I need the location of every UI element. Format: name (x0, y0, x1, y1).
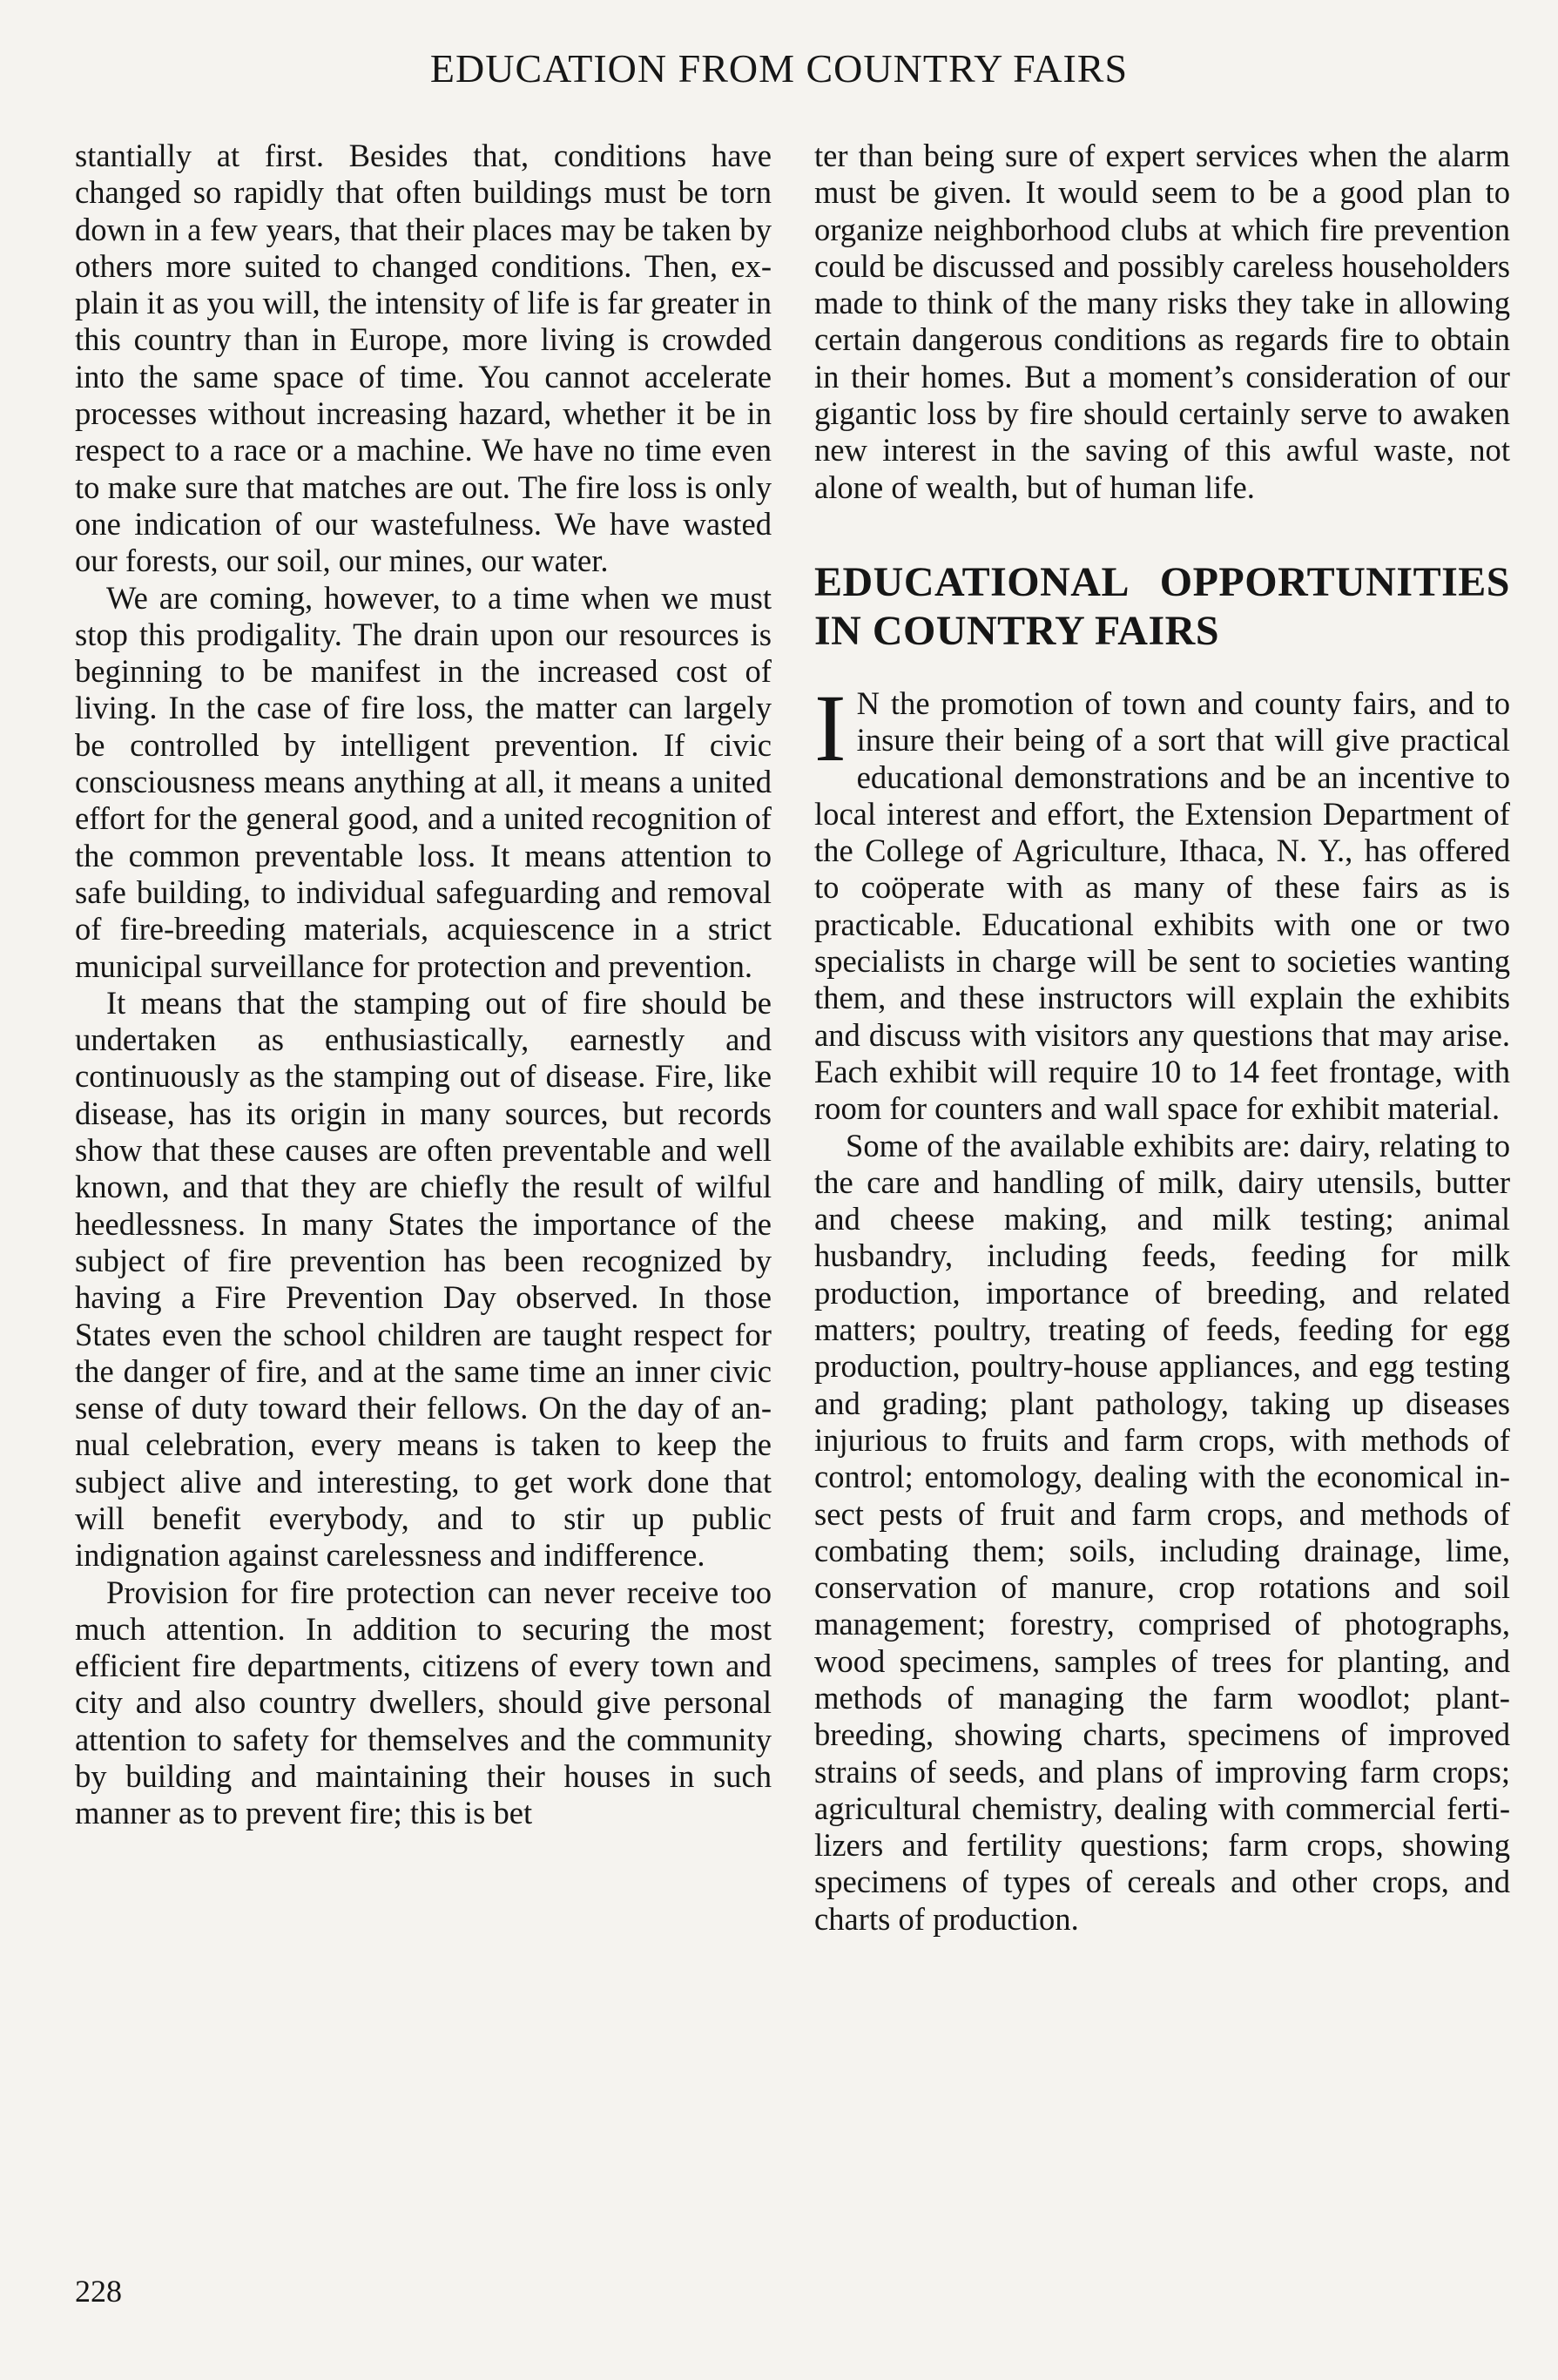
left-paragraph-1: stantially at first. Besides that, conditions have changed so rapidly that often buildings must be torn down in a few years, that their places may be taken by others more suited to changed conditions. Then, explain it as you will, the intensity of life is far greater in this country than in Europe, more living is crowded into the same space of time. You cannot accelerate processes without increasing hazard, whether it be in respect to a race or a machine. We have no time even to make sure that matches are out. The fire loss is only one indication of our wastefulness. We have wasted our forests, our soil, our mines, our water. (75, 138, 772, 579)
left-paragraph-2: We are coming, however, to a time when we must stop this prodigality. The drain upon our resources is beginning to be manifest in the increased cost of living. In the case of fire loss, the matter can largely be controlled by intelligent prevention. If civic consciousness means anything at all, it means a united effort for the general good, and a united recognition of the common preventable loss. It means attention to safe building, to individual safeguarding and removal of fire-breeding materials, acquiescence in a strict municipal surveillance for protection and prevention. (75, 579, 772, 984)
intro-paragraph-text: N the promotion of town and county fairs, and to insure their being of a sort that will give practical educational demonstrations and be an incentive to local interest and effort, the Extension Department of the College of Agriculture, Ithaca, N. Y., has offered to coöperate with as many of these fairs as is practicable. Educational exhibits with one or two specialists in charge will be sent to societies wanting them, and these instructors will explain the exhibits and discuss with visitors any questions that may arise. Each exhibit will require 10 to 14 feet frontage, with room for counters and wall space for exhibit material. (814, 684, 1510, 1127)
right-continuation-paragraph: ter than being sure of expert services when the alarm must be given. It would seem to be a good plan to organize neighborhood clubs at which fire prevention could be discussed and possibly careless householders made to think of the many risks they take in allowing certain dangerous conditions as regards fire to obtain in their homes. But a moment’s consideration of our gigantic loss by fire should certainly serve to awaken new interest in the saving of this awful waste, not alone of wealth, but of human life. (814, 138, 1510, 505)
right-column (814, 138, 1510, 1938)
left-paragraph-3: It means that the stamping out of fire should be undertaken as enthusiastically, earnestly and continuously as the stamping out of disease. Fire, like disease, has its origin in many sources, but records show that these causes are often preventable and well known, and that they are chiefly the result of wilful heedlessness. In many States the importance of the subject of fire prevention has been recognized by having a Fire Prevention Day observed. In those States even the school children are taught respect for the danger of fire, and at the same time an inner civic sense of duty toward their fellows. On the day of annual celebration, every means is taken to keep the subject alive and interesting, to get work done that will benefit everybody, and to stir up public indignation against carelessness and indifference. (75, 984, 772, 1574)
section-heading: EDUCATIONAL OPPORTUNITIES IN COUNTRY FAIRS (814, 558, 1510, 654)
right-paragraph-exhibits: Some of the available exhibits are: dairy, relating to the care and handling of milk, dairy utensils, butter and cheese making, and milk testing; animal husbandry, including feeds, feeding for milk production, importance of breeding, and related matters; poultry, treating of feeds, feeding for egg production, poultry-house appliances, and egg testing and grading; plant pathology, taking up diseases injurious to fruits and farm crops, with methods of control; entomology, dealing with the economical insect pests of fruit and farm crops, and methods of combating them; soils, including drainage, lime, conservation of manure, crop rotations and soil management; forestry, comprised of photographs, wood specimens, samples of trees for planting, and methods of managing the farm woodlot; plant-breeding, showing charts, specimens of improved strains of seeds, and plans of improving farm crops; agricultural chemistry, dealing with commercial fertilizers and fertility questions; farm crops, showing specimens of types of cereals and other crops, and charts of production. (814, 1127, 1510, 1937)
right-paragraph-intro (814, 674, 1510, 1128)
left-column (75, 138, 772, 1832)
page-number: 228 (75, 2274, 122, 2309)
drop-cap: I (814, 674, 846, 781)
left-paragraph-4: Provision for fire protection can never receive too much attention. In addition to securing the most efficient fire departments, citizens of every town and city and also country dwellers, should give personal attention to safety for themselves and the community by building and maintaining their houses in such manner as to prevent fire; this is bet (75, 1574, 772, 1831)
running-title: EDUCATION FROM COUNTRY FAIRS (429, 46, 1129, 91)
